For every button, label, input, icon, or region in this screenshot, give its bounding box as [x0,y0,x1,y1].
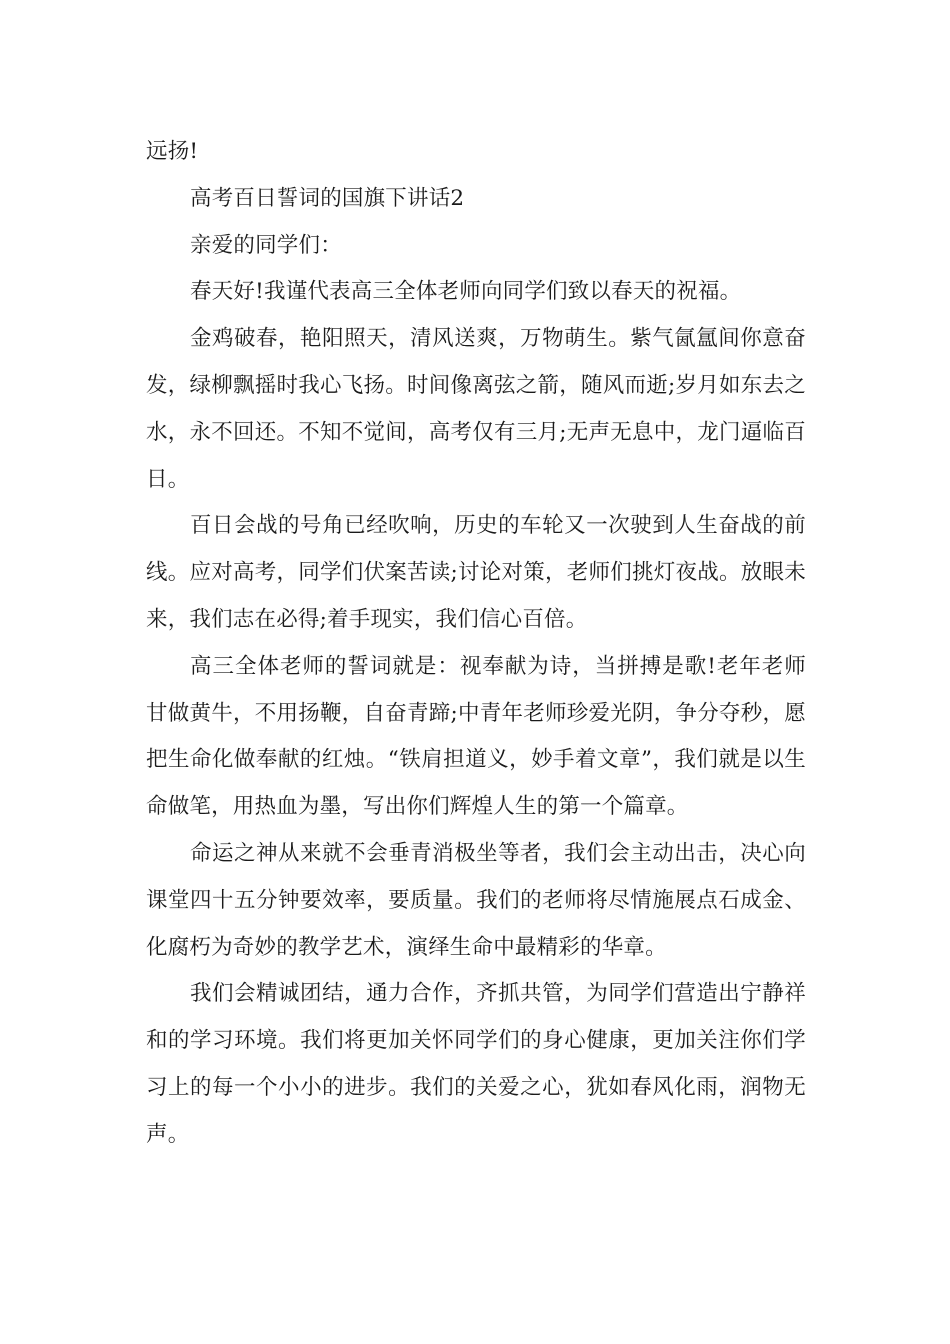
paragraph: 百日会战的号角已经吹响，历史的车轮又一次驶到人生奋战的前线。应对高考，同学们伏案苦读;讨论对策，老师们挑灯夜战。放眼未来，我们志在必得;着手现实，我们信心百倍。 [146,513,806,632]
salutation: 亲爱的同学们： [190,232,342,258]
paragraph: 我们会精诚团结，通力合作，齐抓共管，为同学们营造出宁静祥和的学习环境。我们将更加关怀同学们的身心健康，更加关注你们学习上的每一个小小的进步。我们的关爱之心，犹如春风化雨，润物无声。 [146,981,806,1147]
paragraph: 春天好!我谨代表高三全体老师向同学们致以春天的祝福。 [190,279,742,305]
paragraph: 命运之神从来就不会垂青消极坐等者，我们会主动出击，决心向课堂四十五分钟要效率，要质量。我们的老师将尽情施展点石成金、化腐朽为奇妙的教学艺术，演绎生命中最精彩的华章。 [146,840,806,960]
paragraph: 高三全体老师的誓词就是：视奉献为诗，当拼搏是歌!老年老师甘做黄牛，不用扬鞭，自奋青蹄;中青年老师珍爱光阴，争分夺秒，愿把生命化做奉献的红烛。“铁肩担道义，妙手着文章”，我们就是以生命做笔，用热血为墨，写出你们辉煌人生的第一个篇章。 [146,653,806,820]
document-body [146,129,806,1159]
paragraph-continuation: 远扬! [146,139,199,164]
section-heading: 高考百日誓词的国旗下讲话2 [190,185,465,211]
paragraph: 金鸡破春，艳阳照天，清风送爽，万物萌生。紫气氤氲间你意奋发，绿柳飘摇时我心飞扬。时间像离弦之箭，随风而逝;岁月如东去之水，永不回还。不知不觉间，高考仅有三月;无声无息中，龙门逼临百日。 [146,326,806,492]
